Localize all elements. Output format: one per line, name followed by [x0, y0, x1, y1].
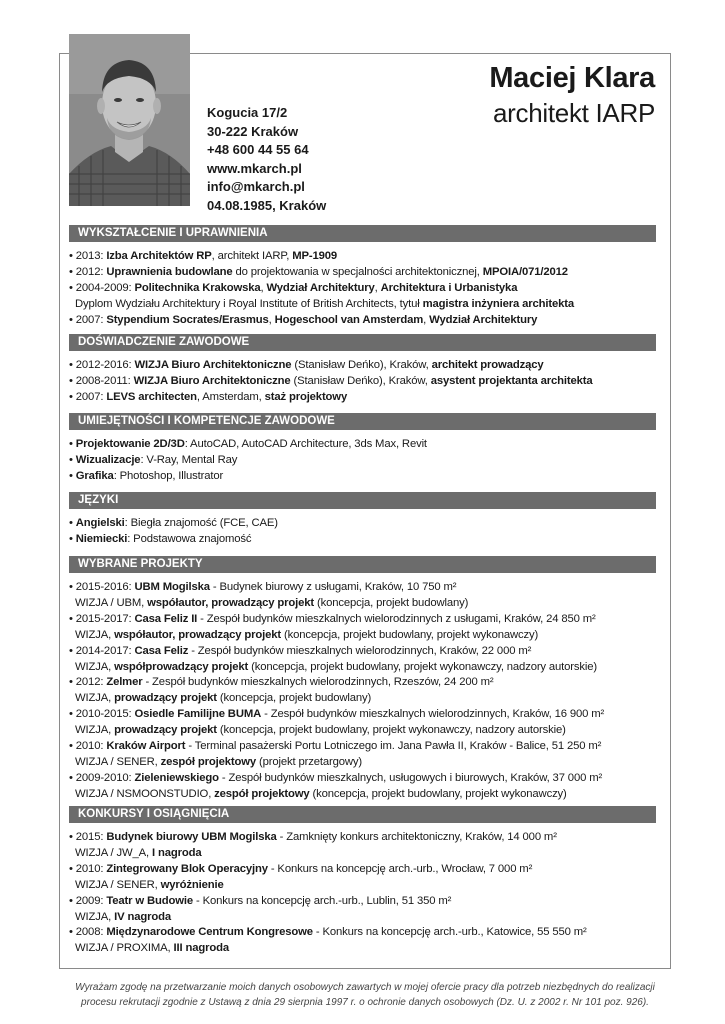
entry-line: [69, 390, 661, 406]
entry-line: [69, 516, 661, 532]
bold-text: Casa Feliz II: [134, 612, 198, 625]
text: •: [69, 453, 76, 466]
section-body-experience: [69, 358, 661, 406]
bold-text: Architektura i Urbanistyka: [380, 281, 518, 294]
text: (Stanisław Deńko), Kraków,: [290, 374, 431, 387]
entry-line: [69, 644, 661, 660]
text: WIZJA / UBM,: [75, 596, 148, 609]
text: WIZJA / SENER,: [75, 755, 161, 768]
text: WIZJA,: [75, 910, 115, 923]
text: WIZJA / SENER,: [75, 878, 161, 891]
bold-text: Uprawnienia budowlane: [106, 265, 233, 278]
entry-detail-line: [69, 846, 661, 862]
bold-text: LEVS architecten: [106, 390, 197, 403]
text: : Photoshop, Illustrator: [113, 469, 224, 482]
bold-text: staż projektowy: [264, 390, 348, 403]
entry-detail-line: [69, 628, 661, 644]
bold-text: Casa Feliz: [134, 644, 189, 657]
name-block: [489, 60, 655, 130]
text: ,: [423, 313, 430, 326]
entry-line: [69, 925, 661, 941]
bold-text: MP-1909: [292, 250, 338, 262]
person-title: architekt IARP: [493, 98, 655, 128]
section-body-competitions: [69, 830, 661, 957]
bold-text: I nagroda: [151, 846, 202, 859]
text: • 2008-2011:: [69, 374, 134, 387]
text: - Budynek biurowy z usługami, Kraków, 10 750 m²: [209, 581, 457, 593]
text: : Podstawowa znajomość: [127, 532, 252, 545]
entry-line: [69, 830, 661, 846]
text: • 2010:: [69, 740, 107, 753]
entry-line: [69, 437, 661, 453]
text: WIZJA,: [75, 692, 115, 705]
text: •: [69, 517, 76, 529]
consent-footer: [60, 980, 670, 1010]
profile-photo: [69, 34, 190, 206]
text: - Zamknięty konkurs architektoniczny, Kraków, 14 000 m²: [276, 831, 557, 843]
text: • 2012:: [69, 265, 107, 278]
text: •: [69, 532, 76, 545]
entry-line: [69, 281, 661, 297]
text: (koncepcja, projekt budowlany, projekt wykonawczy, nadzory autorskie): [216, 724, 566, 737]
section-body-languages: [69, 516, 661, 548]
contact-block: [207, 104, 326, 215]
text: - Zespół budynków mieszkalnych wielorodzinnych, Kraków, 22 000 m²: [188, 644, 532, 657]
text: • 2008:: [69, 926, 107, 939]
entry-detail-line: [69, 596, 661, 612]
section-heading-projects: WYBRANE PROJEKTY: [69, 556, 656, 573]
text: WIZJA,: [75, 660, 115, 673]
entry-line: [69, 358, 661, 374]
entry-line: [69, 612, 661, 628]
text: • 2012-2016:: [69, 359, 135, 371]
bold-text: Stypendium Socrates/Erasmus: [106, 313, 269, 326]
entry-line: [69, 894, 661, 910]
consent-line: Wyrażam zgodę na przetwarzanie moich danych osobowych zawartych w mojej ofercie pracy dla potrzeb niezbędnych do realizacji: [75, 982, 655, 993]
entry-line: [69, 707, 661, 723]
bold-text: Zelmer: [106, 676, 143, 689]
bold-text: Zieleniewskiego: [134, 771, 219, 784]
bold-text: Projektowanie 2D/3D: [75, 438, 185, 450]
text: ,: [374, 281, 381, 294]
entry-detail-line: [69, 660, 661, 676]
text: (koncepcja, projekt budowlany, projekt wykonawczy, nadzory autorskie): [248, 660, 598, 673]
entry-line: [69, 453, 661, 469]
bold-text: Teatr w Budowie: [106, 894, 193, 907]
section-body-projects: [69, 580, 661, 803]
entry-detail-line: [69, 755, 661, 771]
bold-text: zespół projektowy: [214, 787, 310, 800]
text: - Zespół budynków mieszkalnych, usługowych i biurowych, Kraków, 37 000 m²: [218, 771, 603, 784]
text: • 2007:: [69, 313, 107, 326]
entry-line: [69, 771, 661, 787]
bold-text: architekt prowadzący: [431, 359, 544, 371]
text: (projekt przetargowy): [256, 755, 362, 768]
bold-text: prowadzący projekt: [114, 724, 217, 737]
section-body-skills: [69, 437, 661, 485]
bold-text: Zintegrowany Blok Operacyjny: [106, 862, 268, 875]
bold-text: Budynek biurowy UBM Mogilska: [106, 831, 277, 843]
contact-city: 30-222 Kraków: [207, 123, 299, 139]
text: (koncepcja, projekt budowlany, projekt wykonawczy): [281, 628, 539, 641]
entry-line: [69, 739, 661, 755]
entry-detail-line: [69, 941, 661, 957]
text: WIZJA,: [75, 628, 115, 641]
text: (Stanisław Deńko), Kraków,: [291, 359, 432, 371]
text: •: [69, 438, 76, 450]
entry-detail-line: [69, 691, 661, 707]
text: (koncepcja, projekt budowlany): [216, 692, 372, 705]
bold-text: prowadzący projekt: [114, 692, 217, 705]
entry-line: [69, 313, 661, 329]
entry-line: [69, 469, 661, 485]
entry-detail-line: [69, 878, 661, 894]
bold-text: IV nagroda: [114, 910, 172, 923]
text: - Konkurs na koncepcję arch.-urb., Lublin, 51 350 m²: [192, 894, 452, 907]
text: • 2010-2015:: [69, 708, 135, 721]
section-heading-education: WYKSZTAŁCENIE I UPRAWNIENIA: [69, 225, 656, 242]
bold-text: MPOIA/071/2012: [482, 265, 568, 278]
bold-text: asystent projektanta architekta: [430, 374, 593, 387]
bold-text: Wydział Architektury: [266, 281, 375, 294]
text: WIZJA,: [75, 724, 115, 737]
section-heading-experience: DOŚWIADCZENIE ZAWODOWE: [69, 334, 656, 351]
bold-text: Politechnika Krakowska: [134, 281, 261, 294]
consent-line: procesu rekrutacji zgodnie z Ustawą z dnia 29 sierpnia 1997 r. o ochronie danych osobowych (Dz. U. z 2002 r. Nr 101 poz. 926).: [81, 997, 649, 1008]
text: • 2004-2009:: [69, 281, 135, 294]
bold-text: współprowadzący projekt: [114, 660, 249, 673]
bold-text: Grafika: [75, 469, 114, 482]
text: - Zespół budynków mieszkalnych wielorodzinnych z usługami, Kraków, 24 850 m²: [197, 612, 596, 625]
bold-text: Wizualizacje: [75, 453, 141, 466]
text: (koncepcja, projekt budowlany): [313, 596, 469, 609]
text: • 2013:: [69, 250, 107, 262]
text: • 2015-2017:: [69, 612, 135, 625]
text: : V-Ray, Mental Ray: [140, 453, 238, 466]
text: WIZJA / NSMOONSTUDIO,: [75, 787, 215, 800]
text: • 2007:: [69, 390, 107, 403]
entry-detail-line: [69, 787, 661, 803]
bold-text: Wydział Architektury: [429, 313, 538, 326]
contact-website: www.mkarch.pl: [207, 160, 302, 176]
bold-text: Międzynarodowe Centrum Kongresowe: [106, 926, 313, 939]
text: - Konkurs na koncepcję arch.-urb., Wrocław, 7 000 m²: [267, 862, 533, 875]
text: Dyplom Wydziału Architektury i Royal Institute of British Architects, tytuł: [75, 297, 423, 310]
bold-text: Angielski: [75, 517, 125, 529]
text: • 2009-2010:: [69, 771, 135, 784]
bold-text: III nagroda: [173, 942, 229, 955]
bold-text: współautor, prowadzący projekt: [147, 596, 314, 609]
contact-phone: +48 600 44 55 64: [207, 142, 309, 157]
entry-line: [69, 265, 661, 281]
entry-detail-line: [69, 297, 661, 313]
text: • 2012:: [69, 676, 107, 689]
bold-text: Niemiecki: [75, 532, 128, 545]
bold-text: WIZJA Biuro Architektoniczne: [133, 374, 291, 387]
entry-line: [69, 675, 661, 691]
section-body-education: [69, 249, 661, 329]
text: - Terminal pasażerski Portu Lotniczego im. Jana Pawła II, Kraków - Balice, 51 250 m²: [185, 740, 602, 753]
bold-text: wyróżnienie: [160, 878, 224, 891]
text: • 2010:: [69, 862, 107, 875]
entry-line: [69, 249, 661, 265]
contact-email: info@mkarch.pl: [207, 179, 305, 194]
text: : Biegła znajomość (FCE, CAE): [124, 517, 278, 529]
entry-detail-line: [69, 723, 661, 739]
text: - Zespół budynków mieszkalnych wielorodzinnych, Kraków, 16 900 m²: [261, 708, 605, 721]
text: - Zespół budynków mieszkalnych wielorodzinnych, Rzeszów, 24 200 m²: [142, 676, 494, 689]
contact-birth: 04.08.1985, Kraków: [207, 197, 327, 213]
text: do projektowania w specjalności architektonicznej,: [232, 265, 483, 278]
entry-line: [69, 374, 661, 390]
contact-address: Kogucia 17/2: [207, 105, 288, 120]
person-name: Maciej Klara: [489, 62, 655, 94]
bold-text: współautor, prowadzący projekt: [114, 628, 281, 641]
text: • 2014-2017:: [69, 644, 135, 657]
text: • 2015:: [69, 831, 107, 843]
section-heading-skills: UMIEJĘTNOŚCI I KOMPETENCJE ZAWODOWE: [69, 413, 656, 430]
entry-line: [69, 532, 661, 548]
entry-line: [69, 862, 661, 878]
bold-text: UBM Mogilska: [134, 581, 210, 593]
entry-detail-line: [69, 910, 661, 926]
section-heading-languages: JĘZYKI: [69, 492, 656, 509]
text: ,: [268, 313, 275, 326]
text: , Amsterdam,: [196, 390, 265, 403]
text: • 2009:: [69, 894, 107, 907]
entry-line: [69, 580, 661, 596]
bold-text: Izba Architektów RP: [106, 250, 212, 262]
text: - Konkurs na koncepcję arch.-urb., Katowice, 55 550 m²: [312, 926, 587, 939]
text: ,: [260, 281, 267, 294]
text: : AutoCAD, AutoCAD Architecture, 3ds Max, Revit: [184, 438, 427, 450]
text: WIZJA / JW_A,: [75, 846, 152, 859]
text: • 2015-2016:: [69, 581, 135, 593]
text: •: [69, 469, 76, 482]
bold-text: Hogeschool van Amsterdam: [274, 313, 424, 326]
bold-text: magistra inżyniera architekta: [422, 297, 574, 310]
text: WIZJA / PROXIMA,: [75, 942, 174, 955]
bold-text: Kraków Airport: [106, 740, 186, 753]
bold-text: WIZJA Biuro Architektoniczne: [134, 359, 292, 371]
text: , architekt IARP,: [211, 250, 293, 262]
bold-text: zespół projektowy: [160, 755, 257, 768]
bold-text: Osiedle Familijne BUMA: [134, 708, 262, 721]
section-heading-competitions: KONKURSY I OSIĄGNIĘCIA: [69, 806, 656, 823]
text: (koncepcja, projekt budowlany, projekt wykonawczy): [309, 787, 567, 800]
